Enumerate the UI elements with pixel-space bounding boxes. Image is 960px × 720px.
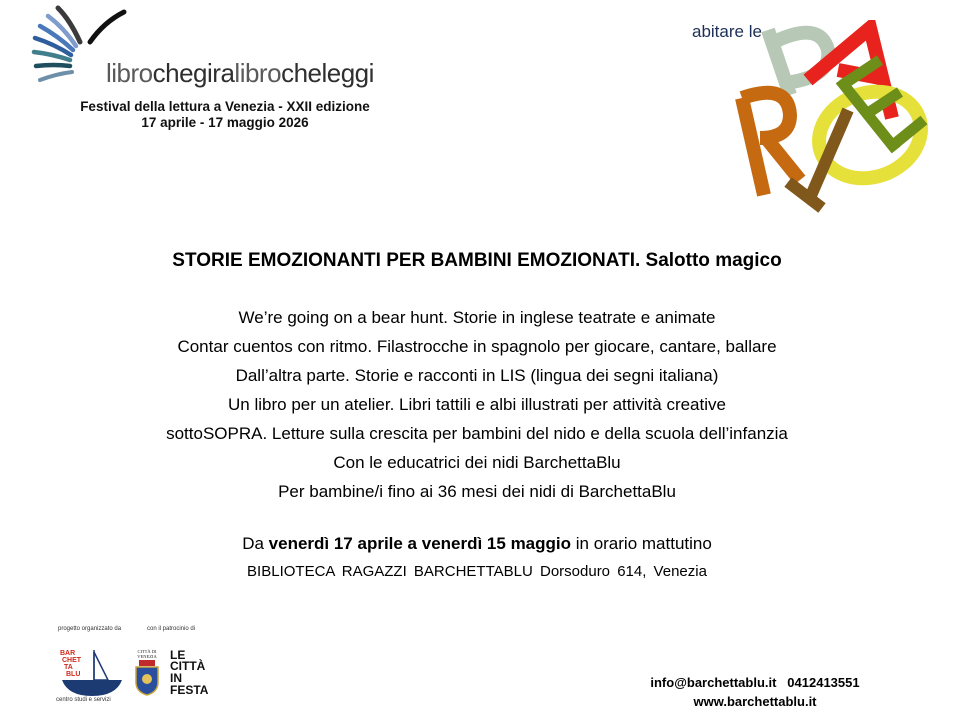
event-list [0, 303, 954, 506]
dates-range: venerdì 17 aprile a venerdì 15 maggio [268, 534, 572, 553]
abitare-le-label: abitare le [692, 22, 762, 41]
phone-number: 0412413551 [787, 675, 860, 690]
email-link[interactable]: info@barchettablu.it [650, 675, 777, 690]
svg-text:CITTÀ: CITTÀ [170, 659, 206, 673]
svg-text:CITTÀ DI: CITTÀ DI [137, 649, 157, 654]
event-location: BIBLIOTECA RAGAZZI BARCHETTABLU Dorsoduro 614, Venezia [247, 563, 707, 580]
event-title: STORIE EMOZIONANTI PER BAMBINI EMOZIONATI. Salotto magico [172, 250, 782, 271]
wordmark-part: libro [234, 58, 282, 88]
audience-note: Per bambine/i fino ai 36 mesi dei nidi di BarchettaBlu [278, 482, 676, 501]
festival-edition: Festival della lettura a Venezia - XXII edizione [80, 99, 370, 114]
barchettablu-logo [58, 646, 126, 698]
svg-text:CHET: CHET [62, 657, 82, 664]
svg-text:IN: IN [170, 671, 182, 685]
event-item: sottoSOPRA. Letture sulla crescita per bambini del nido e della scuola dell’infanzia [166, 424, 788, 443]
dates-suffix: in orario mattutino [571, 534, 712, 553]
svg-text:FESTA: FESTA [170, 683, 209, 696]
organized-by-caption: progetto organizzato da [58, 626, 122, 632]
wordmark-part: chegira [152, 58, 235, 88]
dates-prefix: Da [242, 534, 269, 553]
festival-dates: 17 aprile - 17 maggio 2026 [141, 115, 309, 130]
educators-note: Con le educatrici dei nidi BarchettaBlu [333, 453, 621, 472]
contact-line [560, 675, 950, 690]
patronage-caption: con il patrocinio di [147, 626, 196, 632]
festival-subtitle [40, 99, 410, 131]
event-item: Dall’altra parte. Storie e racconti in LIS (lingua dei segni italiana) [235, 366, 719, 385]
event-item: We’re going on a bear hunt. Storie in inglese teatrate e animate [238, 308, 716, 327]
website-link[interactable]: www.barchettablu.it [693, 694, 817, 709]
barchettablu-caption: centro studi e servizi [56, 697, 111, 703]
svg-text:VENEZIA: VENEZIA [137, 654, 157, 659]
svg-text:BLU: BLU [66, 671, 81, 678]
svg-text:TA: TA [64, 664, 73, 671]
event-item: Contar cuentos con ritmo. Filastrocche in spagnolo per giocare, cantare, ballare [177, 337, 777, 356]
svg-text:BAR: BAR [60, 650, 76, 657]
svg-text:LE: LE [170, 648, 186, 662]
event-dates [0, 534, 954, 554]
abitare-le-parole-logo [720, 20, 955, 215]
wordmark-part: cheleggi [281, 58, 374, 88]
festival-wordmark [106, 58, 374, 89]
venezia-crest-logo [133, 648, 161, 696]
wordmark-part: libro [106, 58, 153, 88]
event-item: Un libro per un atelier. Libri tattili e albi illustrati per attività creative [228, 395, 726, 414]
le-citta-in-festa-logo [168, 648, 220, 696]
